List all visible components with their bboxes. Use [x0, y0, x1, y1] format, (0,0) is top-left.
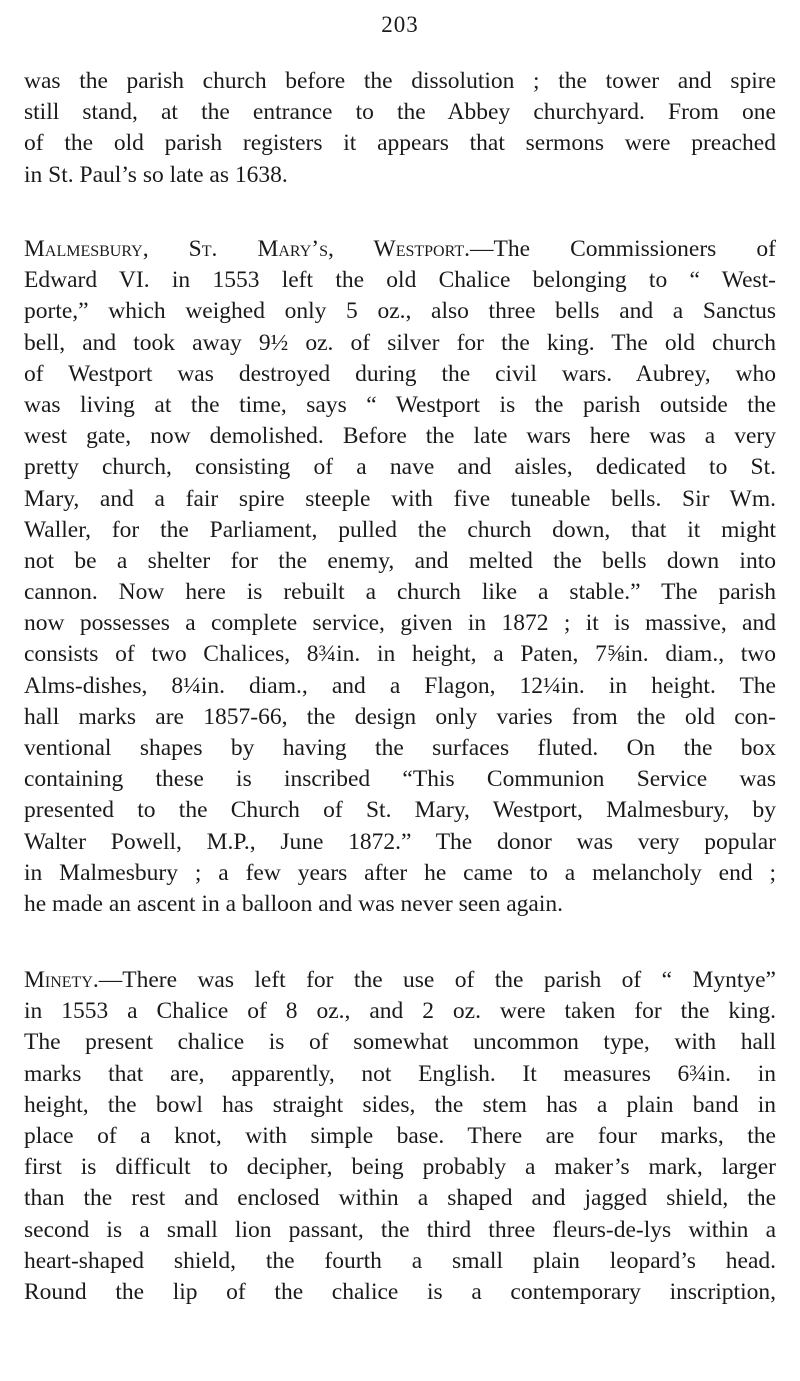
text-line: The present chalice is of somewhat uncommon type, with hall: [24, 1029, 776, 1056]
text-line: in St. Paul’s so late as 1638.: [24, 161, 288, 188]
paragraph-minety: [24, 965, 776, 1308]
text-line: Alms-dishes, 8¼in. diam., and a Flagon, 12¼in. in height. The: [24, 672, 776, 699]
text-line: still stand, at the entrance to the Abbey churchyard. From one: [24, 99, 776, 126]
text-line-continuation: —The Commissioners of: [469, 236, 776, 262]
text-line: hall marks are 1857-66, the design only varies from the old con-: [24, 703, 776, 730]
text-line: bell, and took away 9½ oz. of silver for the king. The old church: [24, 329, 776, 356]
text-line: height, the bowl has straight sides, the stem has a plain band in: [24, 1091, 776, 1118]
text-line: [24, 965, 776, 996]
text-line: Mary, and a fair spire steeple with five tuneable bells. Sir Wm.: [24, 485, 776, 512]
text-line: ventional shapes by having the surfaces fluted. On the box: [24, 735, 776, 761]
text-line: second is a small lion passant, the third three fleurs-de-lys within a: [24, 1216, 776, 1243]
text-line: place of a knot, with simple base. There are four marks, the: [24, 1122, 776, 1149]
text-line: west gate, now demolished. Before the late wars here was a very: [24, 423, 776, 450]
text-line: in 1553 a Chalice of 8 oz., and 2 oz. were taken for the king.: [24, 998, 776, 1025]
text-line: of Westport was destroyed during the civil wars. Aubrey, who: [24, 360, 776, 387]
text-line: not be a shelter for the enemy, and melted the bells down into: [24, 547, 776, 574]
section-heading-minety: Minety.: [24, 967, 99, 993]
text-line: now possesses a complete service, given in 1872 ; it is massive, and: [24, 610, 776, 637]
text-line: was living at the time, says “ Westport is the parish outside the: [24, 391, 776, 418]
text-line: Walter Powell, M.P., June 1872.” The donor was very popular: [24, 828, 776, 855]
section-heading-malmesbury: Malmesbury, St. Mary’s, Westport.: [24, 236, 470, 262]
text-line: of the old parish registers it appears that sermons were preached: [24, 130, 776, 157]
paragraph-st-pauls: [24, 66, 776, 191]
text-line: consists of two Chalices, 8¾in. in height, a Paten, 7⅝in. diam., two: [24, 641, 776, 668]
paragraph-malmesbury-westport: [24, 234, 776, 920]
text-line-continuation: —There was left for the use of the parish of “ Myntye”: [98, 967, 776, 993]
text-line: Waller, for the Parliament, pulled the church down, that it might: [24, 516, 776, 543]
text-line: in Malmesbury ; a few years after he came to a melancholy end ;: [24, 859, 776, 886]
text-line: he made an ascent in a balloon and was never seen again.: [24, 890, 563, 917]
text-line: containing these is inscribed “This Communion Service was: [24, 766, 776, 793]
text-line: marks that are, apparently, not English. It measures 6¾in. in: [24, 1060, 776, 1087]
text-line: first is difficult to decipher, being probably a maker’s mark, larger: [24, 1154, 776, 1181]
text-line: presented to the Church of St. Mary, Westport, Malmesbury, by: [24, 797, 776, 824]
text-line: Round the lip of the chalice is a contemporary inscription,: [24, 1278, 776, 1305]
text-line: cannon. Now here is rebuilt a church like a stable.” The parish: [24, 579, 776, 606]
text-line: was the parish church before the dissolution ; the tower and spire: [24, 68, 776, 94]
text-line: Edward VI. in 1553 left the old Chalice belonging to “ West-: [24, 267, 776, 294]
text-line: [24, 234, 776, 265]
text-line: than the rest and enclosed within a shaped and jagged shield, the: [24, 1185, 776, 1212]
text-line: porte,” which weighed only 5 oz., also three bells and a Sanctus: [24, 298, 776, 325]
text-line: heart-shaped shield, the fourth a small plain leopard’s head.: [24, 1247, 776, 1274]
text-line: pretty church, consisting of a nave and aisles, dedicated to St.: [24, 454, 776, 481]
page-number: 203: [381, 12, 419, 37]
